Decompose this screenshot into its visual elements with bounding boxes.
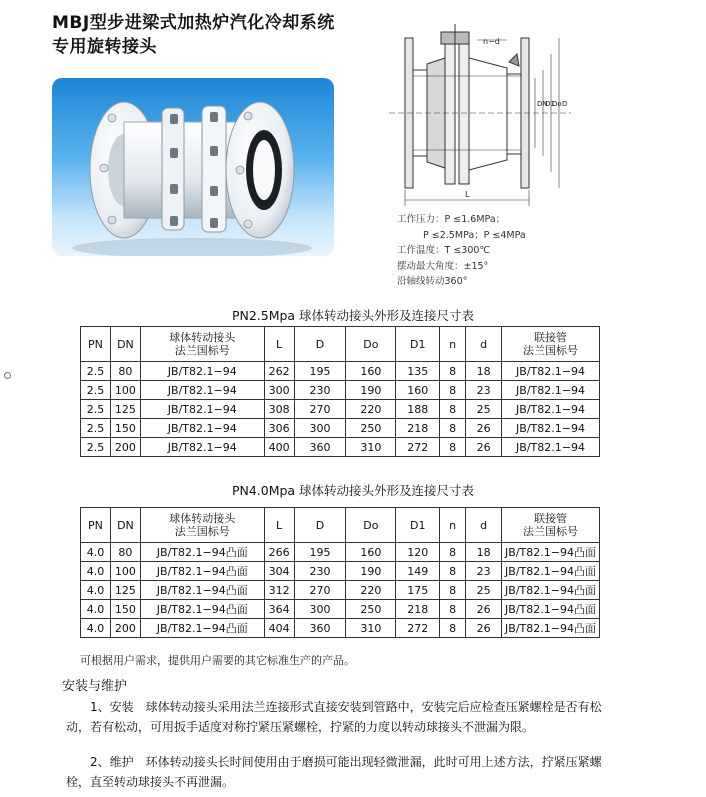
cell-l: 304 (264, 562, 294, 581)
header-n: n (440, 327, 466, 362)
cell-n: 8 (440, 600, 466, 619)
header-do: Do (346, 327, 396, 362)
cell-std: JB/T82.1−94 (140, 381, 264, 400)
cell-pipe: JB/T82.1−94 (502, 400, 600, 419)
cell-pipe: JB/T82.1−94 (502, 362, 600, 381)
cell-n: 8 (440, 419, 466, 438)
cell-do: 250 (346, 600, 396, 619)
cell-d1: 135 (396, 362, 440, 381)
cell-dd: 26 (466, 438, 502, 457)
margin-dot (4, 372, 11, 379)
drawing-label-nd: n−d (483, 37, 500, 46)
cell-d: 360 (294, 619, 346, 638)
cell-l: 306 (264, 419, 294, 438)
cell-do: 310 (346, 438, 396, 457)
cell-dn: 100 (110, 562, 140, 581)
table2-title: PN4.0Mpa 球体转动接头外形及连接尺寸表 (231, 483, 475, 498)
table-row (81, 381, 600, 400)
cell-do: 250 (346, 419, 396, 438)
header-joint-standard: 球体转动接头 法兰国标号 (140, 508, 264, 543)
cell-pn: 4.0 (81, 543, 111, 562)
drawing-label-dn: DN (537, 100, 548, 108)
cell-pn: 4.0 (81, 581, 111, 600)
cell-do: 220 (346, 400, 396, 419)
cell-l: 300 (264, 381, 294, 400)
cell-dn: 100 (110, 381, 140, 400)
cell-std: JB/T82.1−94凸面 (140, 619, 264, 638)
header-pn: PN (81, 327, 111, 362)
cell-l: 364 (264, 600, 294, 619)
cell-n: 8 (440, 400, 466, 419)
cell-dd: 18 (466, 543, 502, 562)
header-pn: PN (81, 508, 111, 543)
cell-n: 8 (440, 362, 466, 381)
table-row (81, 543, 600, 562)
header-dn: DN (110, 327, 140, 362)
cell-n: 8 (440, 381, 466, 400)
cell-pipe: JB/T82.1−94凸面 (502, 600, 600, 619)
cell-std: JB/T82.1−94 (140, 419, 264, 438)
header-l: L (264, 508, 294, 543)
cell-pipe: JB/T82.1−94凸面 (502, 562, 600, 581)
cell-do: 190 (346, 562, 396, 581)
header-dn: DN (110, 508, 140, 543)
spec-pressure-alt: P ≤2.5MPa；P ≤4MPa (423, 229, 526, 241)
cell-d1: 188 (396, 400, 440, 419)
table-row (81, 600, 600, 619)
table-row (81, 419, 600, 438)
drawing-label-do: Do (552, 100, 562, 108)
table1-title: PN2.5Mpa 球体转动接头外形及连接尺寸表 (231, 308, 475, 323)
table-row (81, 562, 600, 581)
table-row (81, 619, 600, 638)
cell-dd: 25 (466, 400, 502, 419)
cell-pipe: JB/T82.1−94 (502, 419, 600, 438)
technical-drawing (385, 14, 575, 214)
table1-header-row (81, 327, 600, 362)
table-row (81, 362, 600, 381)
header-bolt-d: d (466, 327, 502, 362)
cell-n: 8 (440, 581, 466, 600)
header-do: Do (346, 508, 396, 543)
table1 (80, 326, 600, 457)
table-row (81, 438, 600, 457)
cell-n: 8 (440, 562, 466, 581)
cell-dd: 26 (466, 600, 502, 619)
cell-pipe: JB/T82.1−94凸面 (502, 581, 600, 600)
spec-pressure: 工作压力：P ≤1.6MPa； (397, 214, 506, 225)
cell-dd: 25 (466, 581, 502, 600)
header-n: n (440, 508, 466, 543)
table-row (81, 581, 600, 600)
cell-n: 8 (440, 619, 466, 638)
cell-d1: 149 (396, 562, 440, 581)
cell-d1: 272 (396, 438, 440, 457)
cell-d1: 160 (396, 381, 440, 400)
cell-dn: 150 (110, 600, 140, 619)
cell-pn: 4.0 (81, 600, 111, 619)
header-l: L (264, 327, 294, 362)
header-pipe-standard: 联接管 法兰国标号 (502, 327, 600, 362)
cell-do: 310 (346, 619, 396, 638)
cell-d: 195 (294, 543, 346, 562)
header-d: D (294, 508, 346, 543)
cell-std: JB/T82.1−94凸面 (140, 543, 264, 562)
cell-pn: 2.5 (81, 438, 111, 457)
section-title: 安装与维护 (62, 679, 128, 694)
cell-dd: 26 (466, 619, 502, 638)
header-d1: D1 (396, 508, 440, 543)
cell-pn: 4.0 (81, 562, 111, 581)
drawing-label-d1: D1 (545, 100, 555, 108)
header-pipe-standard: 联接管 法兰国标号 (502, 508, 600, 543)
cell-pn: 2.5 (81, 381, 111, 400)
cell-d: 270 (294, 581, 346, 600)
cell-l: 312 (264, 581, 294, 600)
cell-dn: 200 (110, 438, 140, 457)
cell-d: 300 (294, 419, 346, 438)
cell-pipe: JB/T82.1−94 (502, 438, 600, 457)
cell-d: 300 (294, 600, 346, 619)
cell-d1: 120 (396, 543, 440, 562)
cell-n: 8 (440, 438, 466, 457)
cell-std: JB/T82.1−94 (140, 400, 264, 419)
cell-dn: 80 (110, 362, 140, 381)
drawing-label-l: L (465, 190, 470, 199)
table2-header-row (81, 508, 600, 543)
cell-d: 230 (294, 381, 346, 400)
cell-std: JB/T82.1−94 (140, 438, 264, 457)
page-subtitle: 专用旋转接头 (52, 37, 157, 57)
spec-list (397, 212, 526, 290)
cell-do: 160 (346, 362, 396, 381)
cell-dd: 26 (466, 419, 502, 438)
cell-l: 404 (264, 619, 294, 638)
cell-d: 270 (294, 400, 346, 419)
cell-do: 160 (346, 543, 396, 562)
page-title: MBJ型步进梁式加热炉汽化冷却系统 (52, 13, 335, 33)
custom-note: 可根据用户需求，提供用户需要的其它标准生产的产品。 (80, 654, 355, 667)
cell-d1: 175 (396, 581, 440, 600)
cell-pn: 2.5 (81, 362, 111, 381)
cell-pipe: JB/T82.1−94凸面 (502, 543, 600, 562)
cell-dn: 150 (110, 419, 140, 438)
cell-dd: 18 (466, 362, 502, 381)
cell-dn: 125 (110, 400, 140, 419)
cell-pipe: JB/T82.1−94凸面 (502, 619, 600, 638)
cell-d1: 218 (396, 419, 440, 438)
cell-d1: 218 (396, 600, 440, 619)
cell-l: 308 (264, 400, 294, 419)
table2 (80, 507, 600, 638)
header-joint-standard: 球体转动接头 法兰国标号 (140, 327, 264, 362)
header-bolt-d: d (466, 508, 502, 543)
cell-pn: 2.5 (81, 419, 111, 438)
cell-std: JB/T82.1−94凸面 (140, 600, 264, 619)
header-d1: D1 (396, 327, 440, 362)
cell-dd: 23 (466, 562, 502, 581)
cell-l: 262 (264, 362, 294, 381)
cell-d: 195 (294, 362, 346, 381)
spec-temperature: 工作温度：T ≤300℃ (397, 245, 491, 256)
cell-pipe: JB/T82.1−94 (502, 381, 600, 400)
cell-std: JB/T82.1−94凸面 (140, 581, 264, 600)
spec-swing-angle: 摆动最大角度：±15° (397, 260, 489, 272)
cell-l: 266 (264, 543, 294, 562)
cell-d: 230 (294, 562, 346, 581)
table-row (81, 400, 600, 419)
cell-pn: 2.5 (81, 400, 111, 419)
header-d: D (294, 327, 346, 362)
cell-dd: 23 (466, 381, 502, 400)
product-photo (52, 78, 334, 256)
cell-do: 190 (346, 381, 396, 400)
drawing-label-d: D (562, 100, 568, 108)
cell-std: JB/T82.1−94凸面 (140, 562, 264, 581)
cell-pn: 4.0 (81, 619, 111, 638)
cell-do: 220 (346, 581, 396, 600)
cell-d: 360 (294, 438, 346, 457)
spec-rotation: 沿轴线转动360° (397, 276, 468, 287)
cell-l: 400 (264, 438, 294, 457)
cell-n: 8 (440, 543, 466, 562)
cell-d1: 272 (396, 619, 440, 638)
paragraph-maintenance: 2、维护 环体转动接头长时间使用由于磨损可能出现轻微泄漏，此时可用上述方法，拧紧压紧螺栓，直至转动球接头不再泄漏。 (66, 755, 602, 789)
cell-dn: 80 (110, 543, 140, 562)
cell-dn: 200 (110, 619, 140, 638)
cell-dn: 125 (110, 581, 140, 600)
paragraph-installation: 1、安装 球体转动接头采用法兰连接形式直接安装到管路中，安装完后应检查压紧螺栓是否有松动，若有松动，可用扳手适度对称拧紧压紧螺栓，拧紧的力度以转动球接头不泄漏为限。 (66, 700, 602, 734)
cell-std: JB/T82.1−94 (140, 362, 264, 381)
